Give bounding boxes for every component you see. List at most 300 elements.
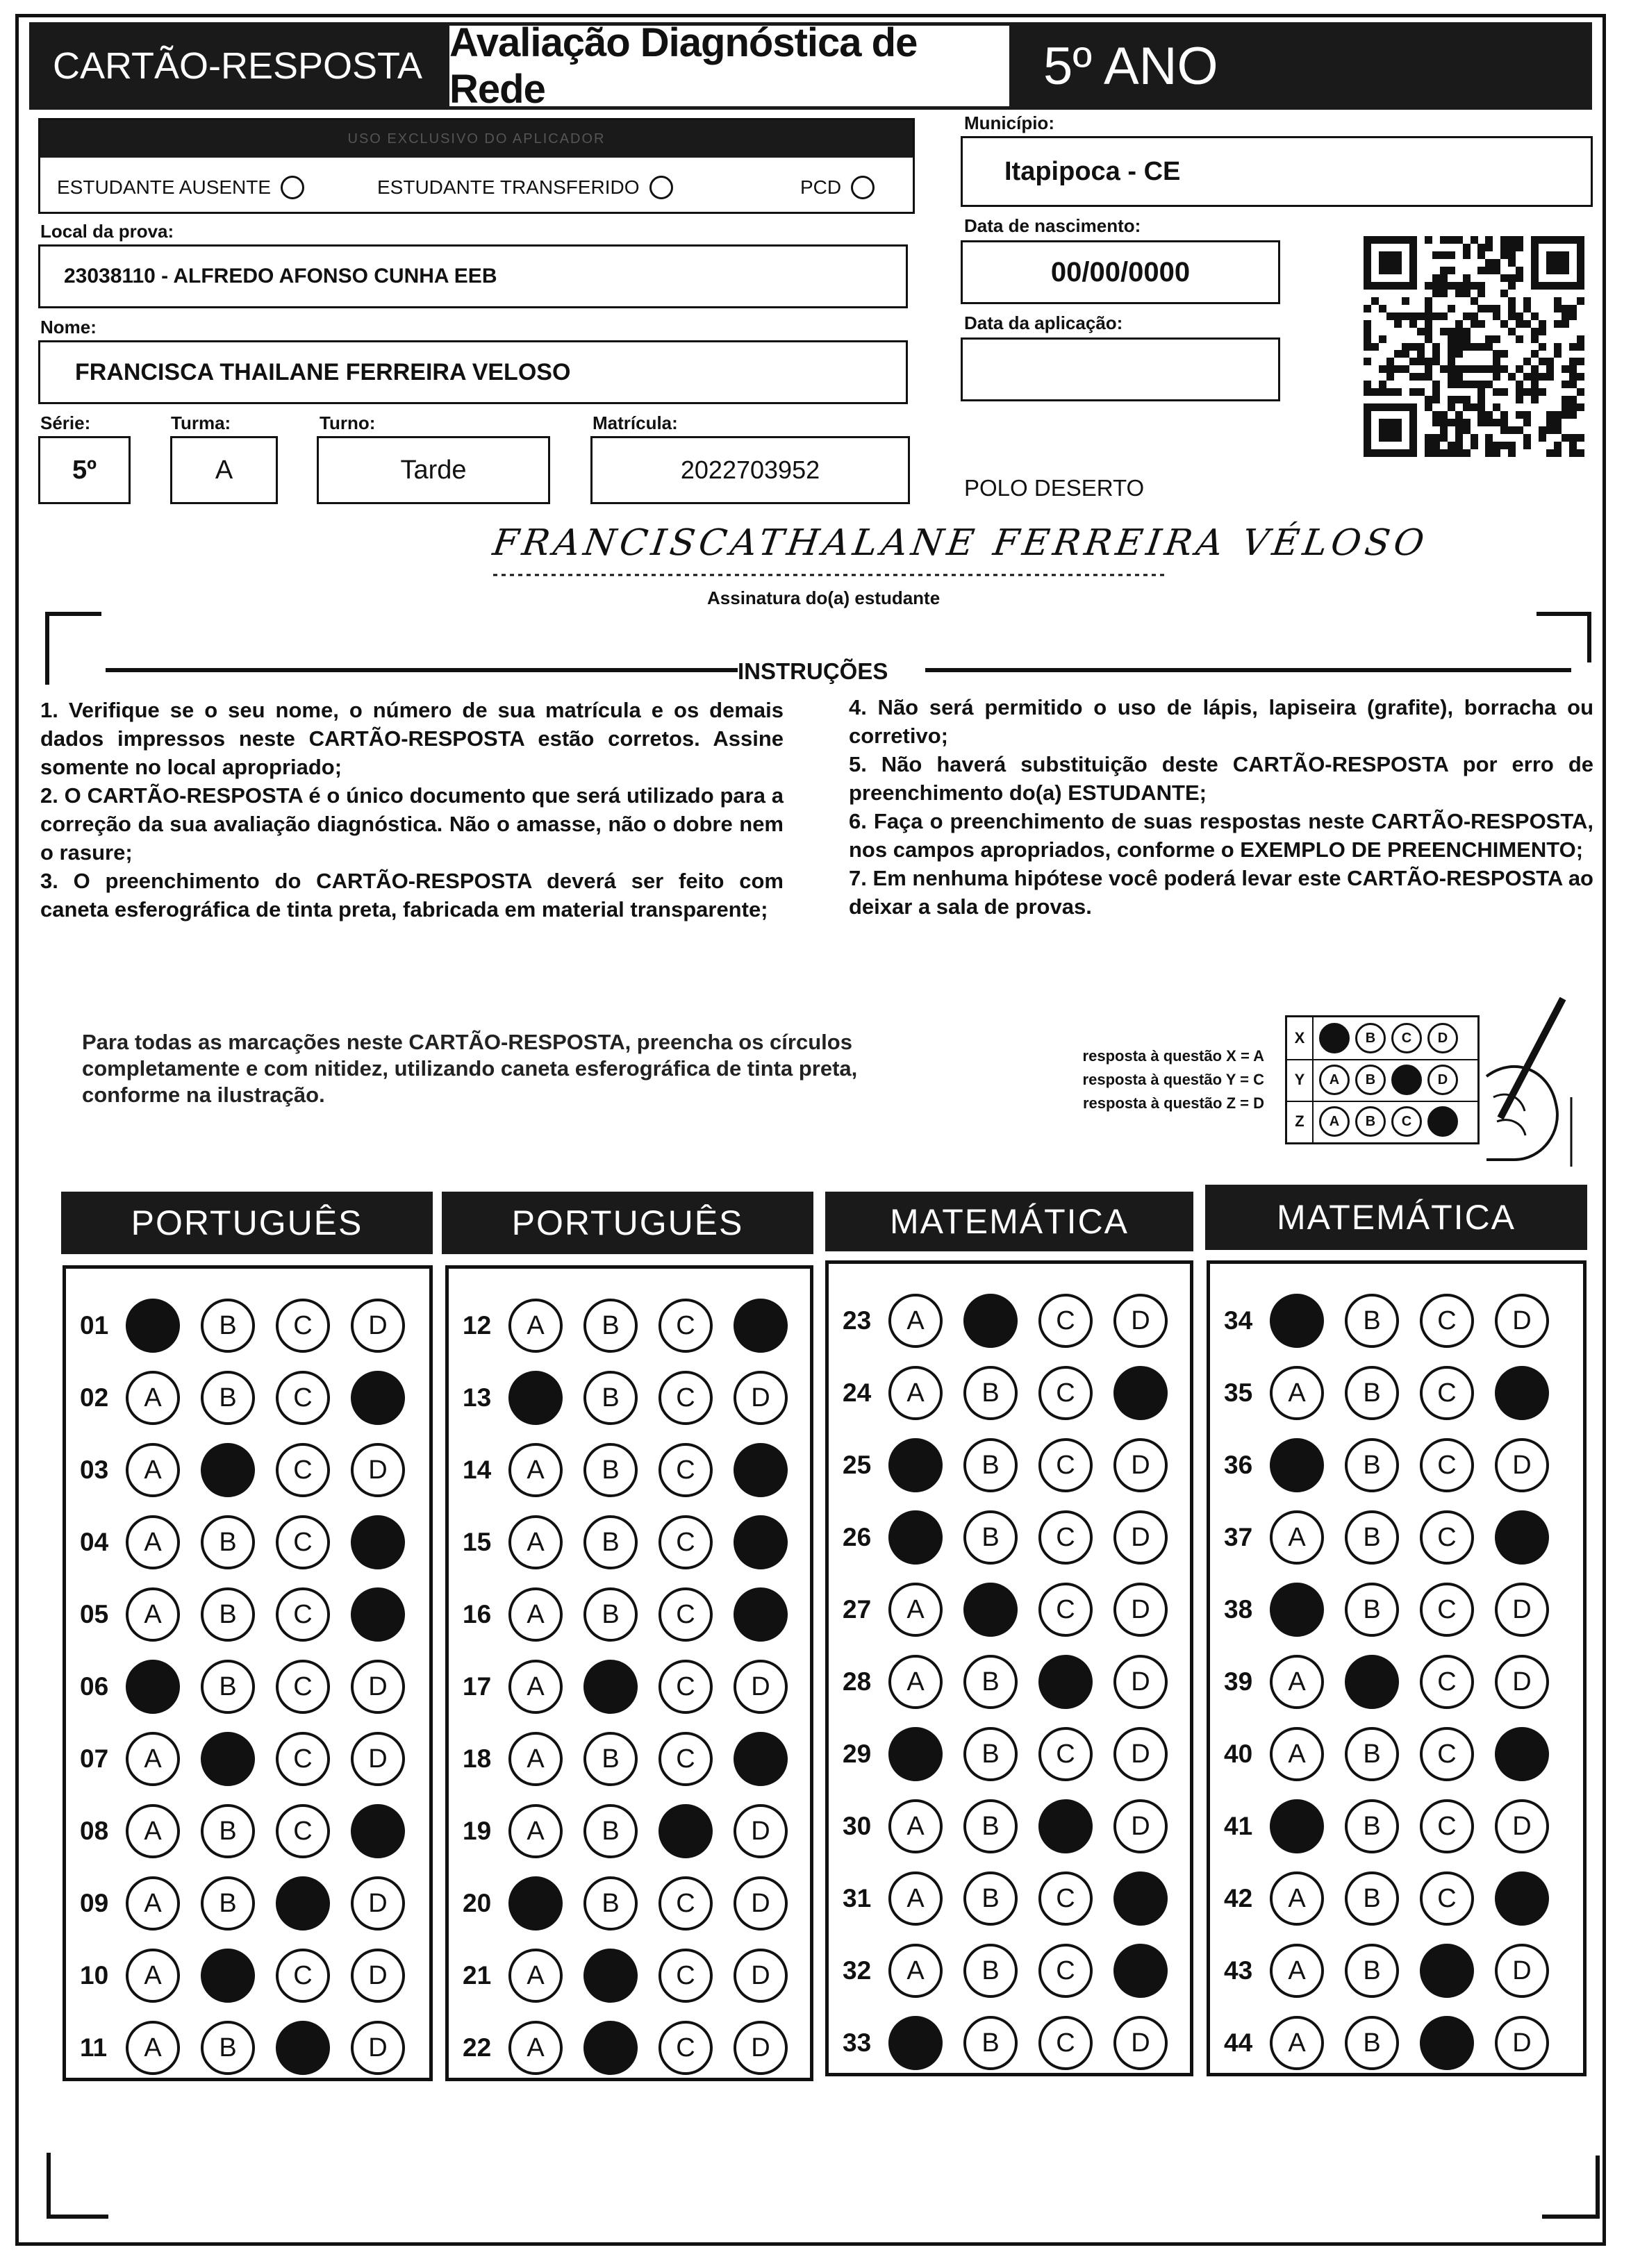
answer-bubble-d[interactable]: D	[1113, 2016, 1168, 2070]
grade-label: 5º ANO	[1013, 22, 1592, 110]
answer-bubble-b[interactable]: B	[963, 1727, 1018, 1781]
question-row	[1224, 1510, 1570, 1565]
answer-bubble-a[interactable]: A	[1270, 1799, 1324, 1853]
answer-bubble-c[interactable]: C	[276, 1371, 330, 1425]
answer-bubble-a[interactable]: A	[126, 1804, 180, 1858]
answer-bubble-c[interactable]: C	[276, 1732, 330, 1786]
answer-bubble-b[interactable]: B	[1345, 1366, 1399, 1420]
answer-bubble-a[interactable]: A	[508, 1515, 563, 1569]
instruction-2: 2. O CARTÃO-RESPOSTA é o único documento que será utilizado para a correção da sua avaliação diagnóstica. Não o amasse, não o dobre nem o rasure;	[40, 783, 784, 865]
question-number: 23	[843, 1306, 872, 1335]
question-number: 06	[80, 1672, 109, 1701]
answer-bubble-c[interactable]: C	[1420, 1655, 1474, 1709]
answer-bubble-b[interactable]: B	[201, 1660, 255, 1714]
answer-bubble-d[interactable]: D	[351, 1660, 405, 1714]
answer-bubble-a[interactable]: A	[508, 2021, 563, 2075]
answer-bubble-c[interactable]: C	[276, 1660, 330, 1714]
answer-bubble-d[interactable]: D	[1495, 1294, 1549, 1348]
answer-bubble-c[interactable]: C	[1420, 1727, 1474, 1781]
example-legend	[1035, 1044, 1264, 1115]
answer-bubble-a[interactable]: A	[1270, 1944, 1324, 1998]
answer-bubble-c[interactable]: C	[1420, 1799, 1474, 1853]
answer-bubble-b[interactable]: B	[201, 2021, 255, 2075]
question-number: 09	[80, 1889, 109, 1917]
turma-field: A	[170, 436, 278, 504]
answer-bubble-b[interactable]: B	[963, 1799, 1018, 1853]
instructions-left	[40, 696, 784, 924]
question-number: 34	[1224, 1306, 1253, 1335]
answer-bubble-c[interactable]: C	[1038, 1799, 1093, 1853]
answer-bubble-c[interactable]: C	[1420, 1294, 1474, 1348]
question-row	[843, 1799, 1188, 1854]
question-number: 39	[1224, 1667, 1253, 1696]
example-row	[1287, 1017, 1477, 1060]
answer-bubble-d[interactable]: D	[351, 1804, 405, 1858]
serie-field: 5º	[38, 436, 131, 504]
answer-bubble-b[interactable]: B	[583, 1949, 638, 2003]
answer-bubble-d[interactable]: D	[1495, 1438, 1549, 1492]
answer-bubble-c[interactable]: C	[276, 1443, 330, 1497]
section-2-panel	[445, 1265, 813, 2081]
answer-bubble-d[interactable]: D	[1113, 1438, 1168, 1492]
answer-bubble-c[interactable]: C	[1038, 1294, 1093, 1348]
serie-label: Série:	[40, 412, 91, 433]
answer-bubble-d[interactable]: D	[351, 2021, 405, 2075]
answer-bubble-c[interactable]: C	[659, 1443, 713, 1497]
answer-bubble-b[interactable]: B	[583, 1732, 638, 1786]
question-number: 21	[463, 1961, 492, 1990]
matricula-field: 2022703952	[590, 436, 910, 504]
example-bubble-a: A	[1319, 1023, 1350, 1053]
answer-bubble-c[interactable]: C	[1038, 1727, 1093, 1781]
answer-bubble-b[interactable]: B	[963, 1510, 1018, 1565]
instruction-4: 4. Não será permitido o uso de lápis, lapiseira (grafite), borracha ou corretivo;	[849, 695, 1593, 748]
answer-bubble-a[interactable]: A	[888, 2016, 943, 2070]
answer-bubble-c[interactable]: C	[659, 1732, 713, 1786]
answer-bubble-c[interactable]: C	[659, 1876, 713, 1931]
answer-bubble-b[interactable]: B	[583, 1299, 638, 1353]
answer-bubble-d[interactable]: D	[1495, 1944, 1549, 1998]
question-number: 10	[80, 1961, 109, 1990]
absent-checkbox[interactable]	[281, 176, 304, 199]
name-field: FRANCISCA THAILANE FERREIRA VELOSO	[38, 340, 908, 404]
answer-bubble-a[interactable]: A	[888, 1438, 943, 1492]
answer-bubble-b[interactable]: B	[1345, 1438, 1399, 1492]
answer-bubble-c[interactable]: C	[659, 1587, 713, 1642]
question-row	[843, 1582, 1188, 1637]
answer-bubble-b[interactable]: B	[583, 1443, 638, 1497]
answer-bubble-d[interactable]: D	[1495, 1366, 1549, 1420]
question-number: 11	[80, 2033, 108, 2062]
answer-bubble-b[interactable]: B	[1345, 1655, 1399, 1709]
legend-z: resposta à questão Z = D	[1082, 1094, 1264, 1112]
example-bubble-c: C	[1391, 1065, 1422, 1095]
question-row	[843, 1510, 1188, 1565]
answer-bubble-c[interactable]: C	[1038, 1510, 1093, 1565]
answer-bubble-a[interactable]: A	[508, 1876, 563, 1931]
answer-bubble-c[interactable]: C	[1420, 1366, 1474, 1420]
aplicacao-label: Data da aplicação:	[964, 312, 1123, 333]
answer-bubble-d[interactable]: D	[1495, 1583, 1549, 1637]
local-label: Local da prova:	[40, 221, 174, 242]
answer-bubble-d[interactable]: D	[351, 1732, 405, 1786]
answer-bubble-c[interactable]: C	[1038, 1438, 1093, 1492]
answer-bubble-c[interactable]: C	[276, 1949, 330, 2003]
answer-bubble-c[interactable]: C	[659, 2021, 713, 2075]
question-number: 20	[463, 1889, 492, 1917]
exam-title: Avaliação Diagnóstica de Rede	[446, 22, 1013, 110]
answer-bubble-a[interactable]: A	[1270, 1583, 1324, 1637]
answer-bubble-b[interactable]: B	[583, 2021, 638, 2075]
answer-bubble-d[interactable]: D	[1495, 2016, 1549, 2070]
answer-bubble-d[interactable]: D	[1495, 1799, 1549, 1853]
answer-bubble-b[interactable]: B	[583, 1371, 638, 1425]
answer-bubble-d[interactable]: D	[1113, 1294, 1168, 1348]
answer-bubble-a[interactable]: A	[126, 1299, 180, 1353]
question-number: 18	[463, 1744, 492, 1773]
answer-bubble-a[interactable]: A	[888, 1655, 943, 1709]
answer-bubble-b[interactable]: B	[963, 1294, 1018, 1348]
answer-bubble-b[interactable]: B	[963, 1366, 1018, 1420]
polo-label: POLO DESERTO	[964, 475, 1145, 501]
answer-bubble-d[interactable]: D	[1495, 1727, 1549, 1781]
example-grid	[1285, 1015, 1480, 1144]
instruction-5: 5. Não haverá substituição deste CARTÃO-RESPOSTA por erro de preenchimento do(a) ESTUDANTE;	[849, 752, 1593, 805]
question-number: 04	[80, 1528, 109, 1556]
section-3-panel	[825, 1260, 1193, 2076]
answer-bubble-a[interactable]: A	[508, 1949, 563, 2003]
answer-bubble-a[interactable]: A	[888, 1871, 943, 1926]
answer-bubble-b[interactable]: B	[963, 1583, 1018, 1637]
example-bubble-b: B	[1355, 1106, 1386, 1137]
answer-bubble-a[interactable]: A	[508, 1299, 563, 1353]
birthdate-field: 00/00/0000	[961, 240, 1280, 304]
card-title: CARTÃO-RESPOSTA	[29, 22, 446, 110]
question-number: 08	[80, 1817, 109, 1845]
answer-bubble-a[interactable]: A	[126, 1515, 180, 1569]
answer-bubble-d[interactable]: D	[351, 1443, 405, 1497]
question-row	[843, 1365, 1188, 1421]
question-row	[463, 1731, 809, 1787]
handwritten-signature: FRANCISCATHALANE FERREIRA VÉLOSO	[490, 522, 1431, 564]
answer-bubble-a[interactable]: A	[508, 1371, 563, 1425]
absent-label: ESTUDANTE AUSENTE	[57, 176, 272, 198]
answer-bubble-a[interactable]: A	[126, 1371, 180, 1425]
answer-bubble-d[interactable]: D	[734, 1443, 788, 1497]
answer-bubble-b[interactable]: B	[963, 1655, 1018, 1709]
example-bubble-b: B	[1355, 1023, 1386, 1053]
answer-bubble-a[interactable]: A	[126, 1660, 180, 1714]
answer-bubble-c[interactable]: C	[276, 1515, 330, 1569]
question-row	[80, 1370, 426, 1426]
question-number: 35	[1224, 1378, 1253, 1407]
example-bubble-d: D	[1427, 1106, 1458, 1137]
answer-bubble-d[interactable]: D	[351, 1299, 405, 1353]
question-number: 26	[843, 1523, 872, 1551]
answer-bubble-d[interactable]: D	[1113, 1366, 1168, 1420]
answer-bubble-b[interactable]: B	[1345, 1583, 1399, 1637]
answer-bubble-b[interactable]: B	[201, 1587, 255, 1642]
answer-bubble-a[interactable]: A	[126, 1876, 180, 1931]
answer-bubble-c[interactable]: C	[276, 1587, 330, 1642]
answer-bubble-d[interactable]: D	[734, 1299, 788, 1353]
answer-bubble-b[interactable]: B	[583, 1804, 638, 1858]
question-row	[1224, 1943, 1570, 1999]
question-row	[463, 1948, 809, 2003]
answer-bubble-c[interactable]: C	[276, 1299, 330, 1353]
question-row	[1224, 1582, 1570, 1637]
section-2-title: PORTUGUÊS	[442, 1192, 813, 1254]
question-number: 24	[843, 1378, 872, 1407]
question-number: 19	[463, 1817, 492, 1845]
answer-bubble-c[interactable]: C	[1420, 1871, 1474, 1926]
answer-bubble-c[interactable]: C	[1420, 1510, 1474, 1565]
applicator-box	[38, 118, 915, 214]
answer-bubble-d[interactable]: D	[734, 1660, 788, 1714]
answer-bubble-c[interactable]: C	[1038, 1871, 1093, 1926]
question-number: 02	[80, 1383, 109, 1412]
answer-bubble-b[interactable]: B	[583, 1876, 638, 1931]
answer-bubble-c[interactable]: C	[276, 2021, 330, 2075]
answer-bubble-a[interactable]: A	[1270, 1727, 1324, 1781]
instruction-6: 6. Faça o preenchimento de suas respostas neste CARTÃO-RESPOSTA, nos campos apropriados, conforme o EXEMPLO DE PREENCHIMENTO;	[849, 809, 1593, 862]
local-field: 23038110 - ALFREDO AFONSO CUNHA EEB	[38, 244, 908, 308]
answer-bubble-d[interactable]: D	[1113, 1583, 1168, 1637]
answer-bubble-d[interactable]: D	[734, 2021, 788, 2075]
question-number: 05	[80, 1600, 109, 1628]
question-number: 41	[1224, 1812, 1253, 1840]
question-row	[463, 1442, 809, 1498]
answer-bubble-d[interactable]: D	[1113, 1944, 1168, 1998]
question-row	[80, 1803, 426, 1859]
question-number: 29	[843, 1740, 872, 1768]
example-text: Para todas as marcações neste CARTÃO-RESPOSTA, preencha os círculos completamente e com nitidez, utilizando caneta esferográfica de tinta preta, conforme na ilustração.	[82, 1030, 858, 1107]
instruction-7: 7. Em nenhuma hipótese você poderá levar este CARTÃO-RESPOSTA ao deixar a sala de provas.	[849, 866, 1593, 919]
answer-bubble-c[interactable]: C	[659, 1371, 713, 1425]
answer-bubble-d[interactable]: D	[1495, 1871, 1549, 1926]
answer-bubble-d[interactable]: D	[734, 1804, 788, 1858]
answer-bubble-b[interactable]: B	[963, 1438, 1018, 1492]
question-number: 01	[80, 1311, 109, 1340]
application-date-field[interactable]	[961, 337, 1280, 401]
pcd-checkbox[interactable]	[851, 176, 875, 199]
answer-bubble-b[interactable]: B	[1345, 1727, 1399, 1781]
question-row	[1224, 1654, 1570, 1710]
answer-bubble-a[interactable]: A	[126, 1443, 180, 1497]
hand-pen-icon	[1473, 993, 1577, 1167]
instructions-title: INSTRUÇÕES	[738, 658, 888, 684]
answer-bubble-a[interactable]: A	[888, 1366, 943, 1420]
answer-bubble-c[interactable]: C	[1420, 1944, 1474, 1998]
answer-bubble-a[interactable]: A	[1270, 1294, 1324, 1348]
answer-bubble-b[interactable]: B	[201, 1515, 255, 1569]
nascimento-label: Data de nascimento:	[964, 215, 1141, 236]
answer-bubble-d[interactable]: D	[351, 1876, 405, 1931]
section-4-title: MATEMÁTICA	[1205, 1185, 1587, 1250]
question-row	[1224, 2015, 1570, 2071]
answer-bubble-d[interactable]: D	[1495, 1655, 1549, 1709]
answer-bubble-a[interactable]: A	[508, 1732, 563, 1786]
question-row	[80, 2020, 426, 2076]
transferred-checkbox[interactable]	[649, 176, 673, 199]
question-row	[1224, 1726, 1570, 1782]
instruction-3: 3. O preenchimento do CARTÃO-RESPOSTA deverá ser feito com caneta esferográfica de tinta preta, fabricada em material transparente;	[40, 869, 784, 922]
municipio-label: Município:	[964, 112, 1054, 133]
signature-area	[486, 522, 1431, 578]
question-row	[843, 1654, 1188, 1710]
turno-field: Tarde	[317, 436, 550, 504]
question-row	[843, 1943, 1188, 1999]
question-number: 25	[843, 1451, 872, 1479]
question-row	[1224, 1293, 1570, 1349]
question-row	[80, 1876, 426, 1931]
question-row	[80, 1731, 426, 1787]
question-row	[463, 1298, 809, 1353]
answer-bubble-b[interactable]: B	[201, 1299, 255, 1353]
example-bubble-d: D	[1427, 1023, 1458, 1053]
question-number: 31	[843, 1884, 872, 1912]
answer-bubble-c[interactable]: C	[1038, 1655, 1093, 1709]
question-row	[1224, 1365, 1570, 1421]
answer-bubble-c[interactable]: C	[1420, 2016, 1474, 2070]
answer-bubble-a[interactable]: A	[1270, 1510, 1324, 1565]
question-row	[843, 1293, 1188, 1349]
answer-bubble-a[interactable]: A	[1270, 1438, 1324, 1492]
answer-bubble-a[interactable]: A	[888, 1944, 943, 1998]
answer-bubble-c[interactable]: C	[1038, 1583, 1093, 1637]
answer-bubble-c[interactable]: C	[1038, 2016, 1093, 2070]
question-row	[463, 1876, 809, 1931]
answer-bubble-c[interactable]: C	[659, 1515, 713, 1569]
answer-bubble-b[interactable]: B	[201, 1371, 255, 1425]
section-1-title: PORTUGUÊS	[61, 1192, 433, 1254]
answer-bubble-c[interactable]: C	[659, 1949, 713, 2003]
answer-bubble-c[interactable]: C	[1038, 1366, 1093, 1420]
question-number: 16	[463, 1600, 492, 1628]
question-number: 15	[463, 1528, 492, 1556]
section-4-panel	[1207, 1260, 1587, 2076]
turma-label: Turma:	[171, 412, 231, 433]
question-number: 44	[1224, 2028, 1253, 2057]
answer-bubble-a[interactable]: A	[508, 1587, 563, 1642]
question-number: 30	[843, 1812, 872, 1840]
answer-bubble-d[interactable]: D	[734, 1515, 788, 1569]
answer-bubble-b[interactable]: B	[201, 1949, 255, 2003]
answer-bubble-a[interactable]: A	[1270, 1655, 1324, 1709]
answer-bubble-a[interactable]: A	[508, 1443, 563, 1497]
answer-bubble-b[interactable]: B	[963, 1871, 1018, 1926]
answer-bubble-b[interactable]: B	[1345, 1944, 1399, 1998]
question-row	[463, 1659, 809, 1715]
question-number: 38	[1224, 1595, 1253, 1624]
answer-bubble-b[interactable]: B	[583, 1515, 638, 1569]
answer-bubble-c[interactable]: C	[276, 1876, 330, 1931]
answer-bubble-a[interactable]: A	[888, 1294, 943, 1348]
answer-bubble-b[interactable]: B	[1345, 2016, 1399, 2070]
answer-bubble-b[interactable]: B	[583, 1587, 638, 1642]
answer-bubble-b[interactable]: B	[963, 1944, 1018, 1998]
answer-bubble-b[interactable]: B	[201, 1443, 255, 1497]
question-number: 40	[1224, 1740, 1253, 1768]
answer-bubble-c[interactable]: C	[1038, 1944, 1093, 1998]
answer-bubble-c[interactable]: C	[276, 1804, 330, 1858]
answer-bubble-c[interactable]: C	[659, 1660, 713, 1714]
answer-bubble-b[interactable]: B	[1345, 1799, 1399, 1853]
answer-bubble-a[interactable]: A	[126, 2021, 180, 2075]
answer-bubble-d[interactable]: D	[734, 1587, 788, 1642]
example-bubble-d: D	[1427, 1065, 1458, 1095]
example-bubble-b: B	[1355, 1065, 1386, 1095]
answer-bubble-a[interactable]: A	[1270, 2016, 1324, 2070]
answer-bubble-c[interactable]: C	[1420, 1583, 1474, 1637]
answer-bubble-a[interactable]: A	[888, 1583, 943, 1637]
answer-bubble-d[interactable]: D	[1113, 1655, 1168, 1709]
example-bubble-c: C	[1391, 1106, 1422, 1137]
question-row	[843, 1437, 1188, 1493]
answer-bubble-d[interactable]: D	[351, 1371, 405, 1425]
answer-bubble-d[interactable]: D	[734, 1876, 788, 1931]
example-bubble-a: A	[1319, 1106, 1350, 1137]
section-1-panel	[63, 1265, 433, 2081]
answer-bubble-a[interactable]: A	[508, 1660, 563, 1714]
answer-bubble-b[interactable]: B	[201, 1804, 255, 1858]
answer-bubble-a[interactable]: A	[1270, 1871, 1324, 1926]
answer-bubble-a[interactable]: A	[888, 1799, 943, 1853]
question-row	[80, 1515, 426, 1570]
answer-bubble-d[interactable]: D	[351, 1515, 405, 1569]
answer-bubble-d[interactable]: D	[351, 1587, 405, 1642]
answer-bubble-a[interactable]: A	[888, 1510, 943, 1565]
question-row	[843, 2015, 1188, 2071]
answer-bubble-d[interactable]: D	[351, 1949, 405, 2003]
answer-bubble-b[interactable]: B	[963, 2016, 1018, 2070]
answer-bubble-a[interactable]: A	[126, 1732, 180, 1786]
answer-bubble-d[interactable]: D	[1113, 1799, 1168, 1853]
question-number: 12	[463, 1311, 492, 1340]
answer-bubble-c[interactable]: C	[1420, 1438, 1474, 1492]
answer-bubble-d[interactable]: D	[1495, 1510, 1549, 1565]
answer-bubble-b[interactable]: B	[1345, 1294, 1399, 1348]
answer-bubble-a[interactable]: A	[126, 1587, 180, 1642]
question-row	[1224, 1871, 1570, 1926]
question-row	[843, 1726, 1188, 1782]
answer-bubble-d[interactable]: D	[1113, 1871, 1168, 1926]
answer-bubble-c[interactable]: C	[659, 1299, 713, 1353]
question-row	[1224, 1437, 1570, 1493]
answer-bubble-a[interactable]: A	[508, 1804, 563, 1858]
question-row	[463, 2020, 809, 2076]
answer-bubble-b[interactable]: B	[1345, 1510, 1399, 1565]
answer-bubble-b[interactable]: B	[583, 1660, 638, 1714]
answer-bubble-b[interactable]: B	[1345, 1871, 1399, 1926]
question-row	[463, 1370, 809, 1426]
pcd-label: PCD	[800, 176, 842, 198]
answer-bubble-d[interactable]: D	[734, 1371, 788, 1425]
transferred-label: ESTUDANTE TRANSFERIDO	[377, 176, 640, 198]
answer-bubble-d[interactable]: D	[734, 1732, 788, 1786]
answer-bubble-a[interactable]: A	[126, 1949, 180, 2003]
answer-bubble-d[interactable]: D	[1113, 1727, 1168, 1781]
question-row	[843, 1871, 1188, 1926]
example-bubble-c: C	[1391, 1023, 1422, 1053]
answer-bubble-d[interactable]: D	[1113, 1510, 1168, 1565]
answer-bubble-b[interactable]: B	[201, 1876, 255, 1931]
answer-bubble-d[interactable]: D	[734, 1949, 788, 2003]
answer-bubble-b[interactable]: B	[201, 1732, 255, 1786]
answer-bubble-a[interactable]: A	[1270, 1366, 1324, 1420]
answer-bubble-a[interactable]: A	[888, 1727, 943, 1781]
answer-bubble-c[interactable]: C	[659, 1804, 713, 1858]
